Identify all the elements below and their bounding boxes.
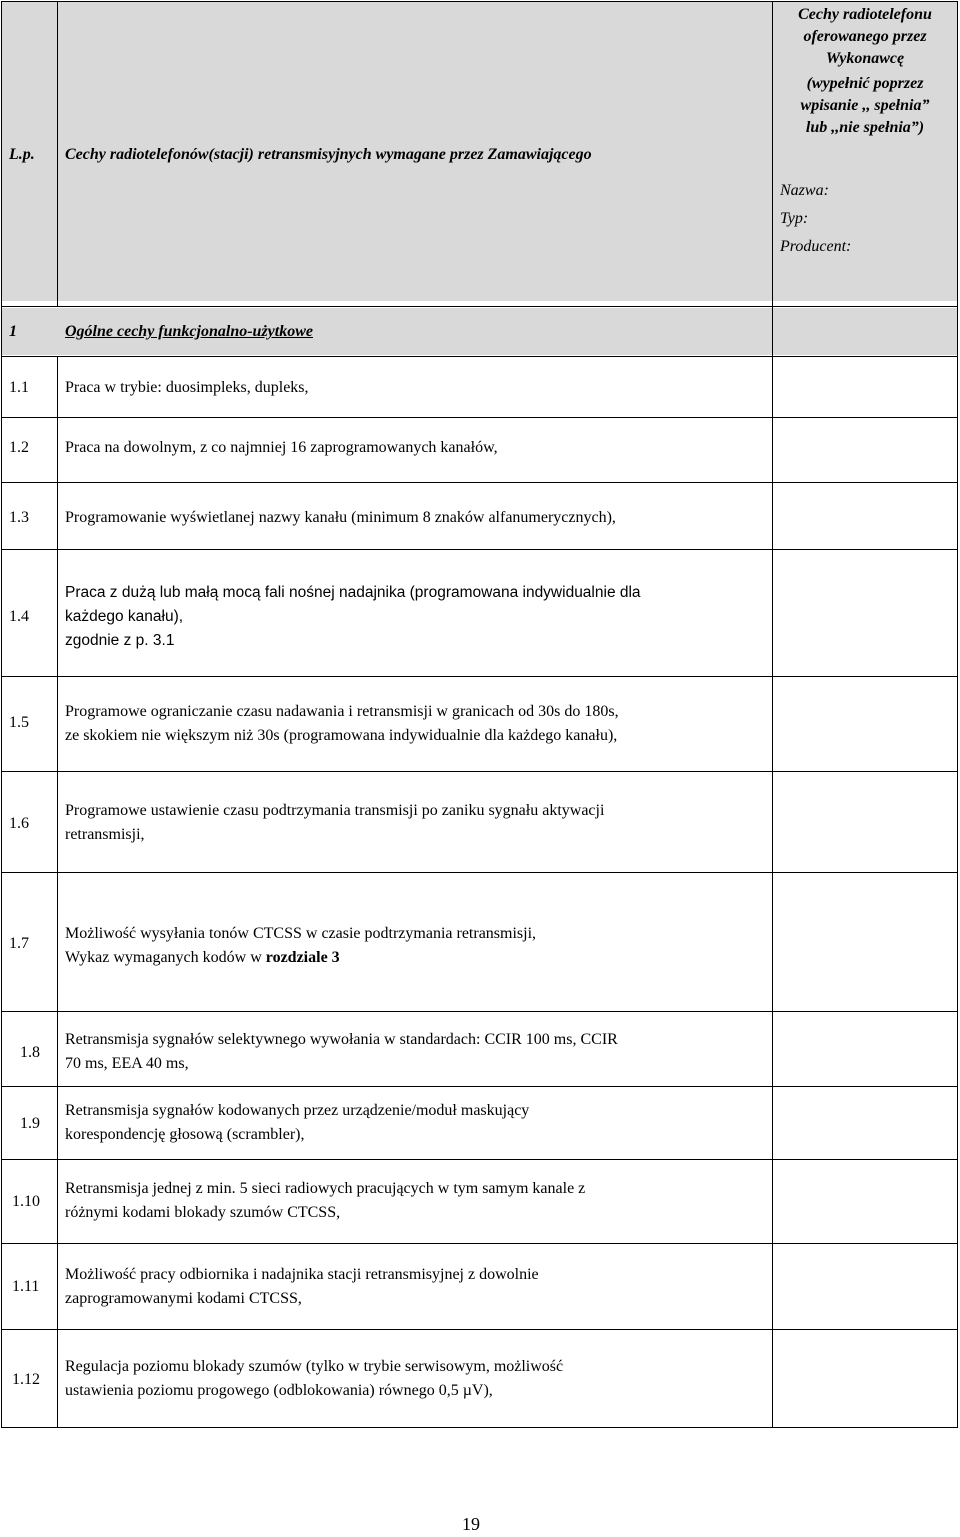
required-features-header: Cechy radiotelefonów(stacji) retransmisyjnych wymagane przez Zamawiającego (65, 146, 592, 163)
table-border-bottom (1, 1427, 958, 1428)
row-text-line: ze skokiem nie większym niż 30s (programowana indywidualnie dla każdego kanału), (65, 727, 618, 744)
column-divider (57, 1, 58, 306)
row-line (1, 676, 958, 677)
row-number: 1.10 (12, 1193, 40, 1210)
section-title: Ogólne cechy funkcjonalno-użytkowe (65, 323, 313, 340)
row-number: 1.7 (9, 935, 29, 952)
row-text-fragment: Wykaz wymaganych kodów w (65, 949, 266, 966)
row-line (1, 771, 958, 772)
row-line (1, 1011, 958, 1012)
row-text-line: Retransmisja sygnałów kodowanych przez urządzenie/moduł maskujący (65, 1102, 530, 1119)
section-number: 1 (9, 323, 17, 340)
typ-label: Typ: (780, 210, 809, 227)
row-text-line: zgodnie z p. 3.1 (65, 632, 175, 649)
offered-header-line: (wypełnić poprzez (806, 75, 924, 92)
row-text-line: Praca w trybie: duosimpleks, dupleks, (65, 379, 309, 396)
row-text-line: Praca z dużą lub małą mocą fali nośnej nadajnika (programowana indywidualnie dla (65, 584, 641, 601)
row-text-line: każdego kanału), (65, 608, 184, 625)
row-text-line: Retransmisja sygnałów selektywnego wywołania w standardach: CCIR 100 ms, CCIR (65, 1031, 618, 1048)
row-line (1, 1243, 958, 1244)
row-line (1, 1086, 958, 1087)
section-bottom-line (1, 356, 958, 357)
row-line (1, 872, 958, 873)
lp-header: L.p. (9, 146, 35, 163)
row-description (65, 581, 765, 653)
row-line (1, 1159, 958, 1160)
column-divider (57, 356, 58, 1428)
row-number: 1.2 (9, 439, 29, 456)
row-text-line: Programowanie wyświetlanej nazwy kanału (minimum 8 znaków alfanumerycznych), (65, 509, 616, 526)
row-text-line: różnymi kodami blokady szumów CTCSS, (65, 1204, 341, 1221)
row-number: 1.11 (12, 1278, 40, 1295)
row-line (1, 417, 958, 418)
row-number: 1.4 (9, 608, 29, 625)
row-number: 1.12 (12, 1371, 40, 1388)
offered-header-line: lub ,,nie spełnia”) (805, 119, 925, 136)
row-description (65, 1028, 765, 1076)
row-description (65, 1099, 765, 1147)
row-number: 1.6 (9, 815, 29, 832)
row-number: 1.3 (9, 509, 29, 526)
table-border-top (1, 1, 958, 2)
row-description (65, 1177, 765, 1225)
row-text-line (65, 946, 765, 970)
offered-header-line: Wykonawcę (825, 50, 905, 67)
row-text-line: Regulacja poziomu blokady szumów (tylko w trybie serwisowym, możliwość (65, 1358, 564, 1375)
row-number: 1.8 (20, 1044, 40, 1061)
row-number: 1.5 (9, 714, 29, 731)
table-border-left (1, 1, 2, 1428)
row-line (1, 549, 958, 550)
row-text-line: retransmisji, (65, 826, 145, 843)
row-number: 1.1 (9, 379, 29, 396)
row-text-line: 70 ms, EEA 40 ms, (65, 1055, 189, 1072)
nazwa-label: Nazwa: (780, 182, 829, 199)
row-line (1, 482, 958, 483)
row-text-line: korespondencję głosową (scrambler), (65, 1126, 305, 1143)
header-bottom-line (1, 306, 958, 307)
offered-features-header (775, 4, 955, 139)
row-text-line: ustawienia poziomu progowego (odblokowania) równego 0,5 µV), (65, 1382, 493, 1399)
row-description (65, 700, 770, 748)
row-text-line: Możliwość wysyłania tonów CTCSS w czasie podtrzymania retransmisji, (65, 925, 537, 942)
producent-label: Producent: (780, 238, 852, 255)
offered-header-line: Cechy radiotelefonu (798, 6, 932, 23)
table-border-right (957, 1, 958, 1428)
row-description (65, 799, 765, 847)
row-description (65, 922, 765, 970)
row-text-line: Programowe ograniczanie czasu nadawania i retransmisji w granicach od 30s do 180s, (65, 703, 619, 720)
row-description (65, 1263, 765, 1311)
row-number: 1.9 (20, 1115, 40, 1132)
row-description (65, 376, 765, 400)
offered-header-line: wpisanie ,, spełnia” (800, 97, 930, 114)
page-number: 19 (462, 1514, 480, 1534)
row-text-line: Programowe ustawienie czasu podtrzymania transmisji po zaniku sygnału aktywacji (65, 802, 605, 819)
column-divider (772, 1, 773, 1428)
row-text-line: Retransmisja jednej z min. 5 sieci radiowych pracujących w tym samym kanale z (65, 1180, 586, 1197)
row-text-line: zaprogramowanymi kodami CTCSS, (65, 1290, 302, 1307)
row-description (65, 436, 765, 460)
row-text-line: Możliwość pracy odbiornika i nadajnika stacji retransmisyjnej z dowolnie (65, 1266, 539, 1283)
row-bold-reference: rozdziale 3 (265, 949, 340, 966)
offered-header-line: oferowanego przez (803, 28, 927, 45)
row-description (65, 1355, 765, 1403)
row-description (65, 506, 765, 530)
row-line (1, 1329, 958, 1330)
row-text-line: Praca na dowolnym, z co najmniej 16 zaprogramowanych kanałów, (65, 439, 498, 456)
